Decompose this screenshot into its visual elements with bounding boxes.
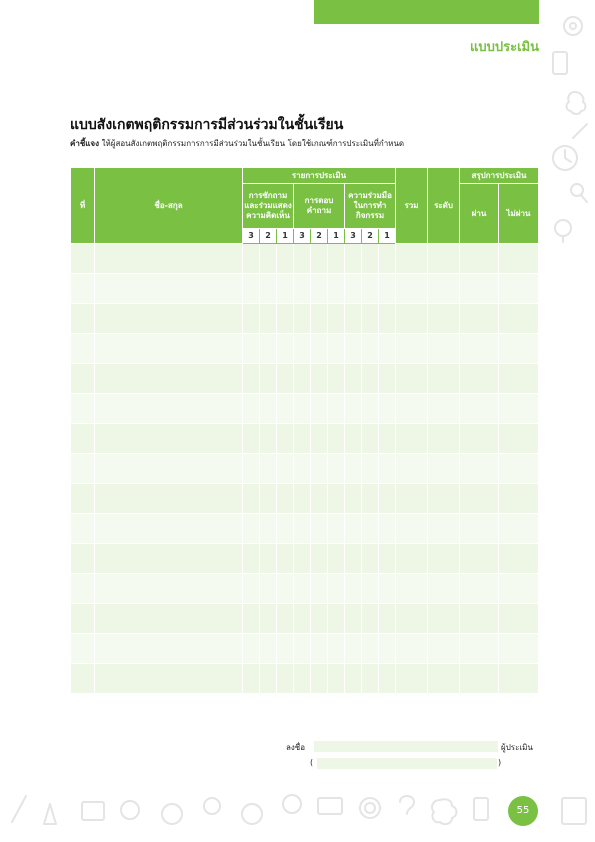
table-row	[71, 334, 539, 364]
table-cell[interactable]	[396, 664, 428, 694]
table-cell[interactable]	[294, 604, 311, 634]
table-cell[interactable]	[362, 544, 379, 574]
table-cell[interactable]	[277, 244, 294, 274]
table-cell[interactable]	[428, 274, 460, 304]
table-cell[interactable]	[499, 544, 539, 574]
table-cell[interactable]	[499, 574, 539, 604]
table-body	[71, 244, 539, 694]
table-cell[interactable]	[277, 424, 294, 454]
table-cell[interactable]	[243, 454, 260, 484]
table-cell[interactable]	[428, 364, 460, 394]
table-cell[interactable]	[95, 604, 243, 634]
table-cell[interactable]	[71, 454, 95, 484]
table-cell[interactable]	[362, 634, 379, 664]
table-cell[interactable]	[396, 484, 428, 514]
table-cell[interactable]	[277, 574, 294, 604]
target-icon	[360, 798, 380, 818]
table-cell[interactable]	[460, 574, 499, 604]
header-name: ชื่อ-สกุล	[95, 168, 243, 244]
table-cell[interactable]	[396, 514, 428, 544]
name-close-paren: )	[498, 758, 502, 767]
table-cell[interactable]	[362, 364, 379, 394]
table-cell[interactable]	[379, 484, 396, 514]
table-cell[interactable]	[277, 544, 294, 574]
table-cell[interactable]	[362, 454, 379, 484]
table-cell[interactable]	[428, 664, 460, 694]
header-summary-group: สรุปการประเมิน	[460, 168, 539, 184]
table-cell[interactable]	[379, 394, 396, 424]
pencil-icon	[12, 796, 26, 822]
table-cell[interactable]	[243, 514, 260, 544]
header-item-2: การตอบคำถาม	[294, 184, 345, 229]
table-cell[interactable]	[294, 334, 311, 364]
table-row	[71, 664, 539, 694]
table-cell[interactable]	[499, 634, 539, 664]
table-cell[interactable]	[362, 304, 379, 334]
book-icon	[562, 798, 586, 824]
table-cell[interactable]	[362, 664, 379, 694]
table-cell[interactable]	[311, 364, 328, 394]
table-cell[interactable]	[260, 664, 277, 694]
table-cell[interactable]	[294, 634, 311, 664]
table-cell[interactable]	[277, 514, 294, 544]
table-cell[interactable]	[460, 274, 499, 304]
rocket-icon	[44, 804, 56, 824]
table-cell[interactable]	[95, 484, 243, 514]
table-cell[interactable]	[95, 304, 243, 334]
table-cell[interactable]	[311, 604, 328, 634]
table-cell[interactable]	[379, 514, 396, 544]
table-cell[interactable]	[328, 394, 345, 424]
table-cell[interactable]	[379, 364, 396, 394]
header-pass: ผ่าน	[460, 184, 499, 244]
table-cell[interactable]	[328, 274, 345, 304]
table-cell[interactable]	[71, 364, 95, 394]
table-cell[interactable]	[328, 484, 345, 514]
table-cell[interactable]	[396, 574, 428, 604]
table-cell[interactable]	[95, 244, 243, 274]
table-cell[interactable]	[277, 274, 294, 304]
table-cell[interactable]	[428, 574, 460, 604]
table-cell[interactable]	[345, 274, 362, 304]
table-cell[interactable]	[95, 454, 243, 484]
table-cell[interactable]	[328, 604, 345, 634]
table-cell[interactable]	[311, 664, 328, 694]
table-cell[interactable]	[345, 664, 362, 694]
table-cell[interactable]	[396, 424, 428, 454]
table-row	[71, 514, 539, 544]
phone-icon	[474, 798, 488, 820]
table-cell[interactable]	[362, 484, 379, 514]
table-cell[interactable]	[311, 274, 328, 304]
table-cell[interactable]	[311, 424, 328, 454]
table-cell[interactable]	[460, 604, 499, 634]
table-cell[interactable]	[260, 244, 277, 274]
table-cell[interactable]	[345, 394, 362, 424]
table-row	[71, 304, 539, 334]
header-level: ระดับ	[428, 168, 460, 244]
table-cell[interactable]	[499, 364, 539, 394]
table-row	[71, 274, 539, 304]
table-cell[interactable]	[260, 424, 277, 454]
table-cell[interactable]	[95, 334, 243, 364]
score-header-cell: 3	[294, 229, 311, 244]
watch-icon	[121, 801, 139, 819]
score-header-cell: 3	[345, 229, 362, 244]
table-cell[interactable]	[379, 334, 396, 364]
page-title: แบบสังเกตพฤติกรรมการมีส่วนร่วมในชั้นเรียน	[70, 117, 344, 133]
table-cell[interactable]	[260, 274, 277, 304]
table-cell[interactable]	[499, 274, 539, 304]
monitor-icon	[318, 798, 342, 814]
table-cell[interactable]	[294, 244, 311, 274]
header-item-3: ความร่วมมือในการทำกิจกรรม	[345, 184, 396, 229]
gear-icon	[564, 17, 582, 35]
signature-role: ผู้ประเมิน	[501, 743, 533, 752]
table-cell[interactable]	[328, 364, 345, 394]
instruction-text: ให้ผู้สอนสังเกตพฤติกรรมการการมีส่วนร่วมในชั้นเรียน โดยใช้เกณฑ์การประเมินที่กำหนด	[101, 139, 405, 148]
table-cell[interactable]	[396, 394, 428, 424]
table-cell[interactable]	[311, 634, 328, 664]
table-cell[interactable]	[294, 364, 311, 394]
score-header-cell: 1	[277, 229, 294, 244]
table-cell[interactable]	[311, 244, 328, 274]
table-cell[interactable]	[428, 244, 460, 274]
bulb-icon	[204, 798, 220, 814]
name-open-paren: (	[310, 758, 314, 767]
table-cell[interactable]	[311, 514, 328, 544]
table-cell[interactable]	[379, 244, 396, 274]
table-cell[interactable]	[379, 574, 396, 604]
table-cell[interactable]	[460, 394, 499, 424]
table-cell[interactable]	[345, 604, 362, 634]
table-cell[interactable]	[428, 544, 460, 574]
score-header-cell: 2	[362, 229, 379, 244]
table-cell[interactable]	[71, 664, 95, 694]
table-cell[interactable]	[379, 664, 396, 694]
table-cell[interactable]	[379, 304, 396, 334]
table-cell[interactable]	[345, 244, 362, 274]
table-cell[interactable]	[379, 544, 396, 574]
table-cell[interactable]	[243, 364, 260, 394]
table-cell[interactable]	[71, 394, 95, 424]
table-cell[interactable]	[95, 634, 243, 664]
table-cell[interactable]	[460, 244, 499, 274]
table-cell[interactable]	[396, 244, 428, 274]
table-cell[interactable]	[499, 424, 539, 454]
table-cell[interactable]	[243, 604, 260, 634]
table-cell[interactable]	[294, 664, 311, 694]
table-cell[interactable]	[379, 274, 396, 304]
table-cell[interactable]	[294, 544, 311, 574]
brain-icon	[432, 799, 457, 824]
table-cell[interactable]	[328, 244, 345, 274]
table-cell[interactable]	[294, 454, 311, 484]
table-cell[interactable]	[71, 244, 95, 274]
header-fail: ไม่ผ่าน	[499, 184, 539, 244]
table-cell[interactable]	[328, 514, 345, 544]
table-cell[interactable]	[243, 304, 260, 334]
table-cell[interactable]	[277, 304, 294, 334]
table-cell[interactable]	[95, 664, 243, 694]
table-cell[interactable]	[95, 574, 243, 604]
table-cell[interactable]	[396, 454, 428, 484]
table-cell[interactable]	[294, 484, 311, 514]
table-cell[interactable]	[499, 394, 539, 424]
table-cell[interactable]	[95, 394, 243, 424]
table-cell[interactable]	[71, 424, 95, 454]
table-cell[interactable]	[362, 604, 379, 634]
table-cell[interactable]	[328, 664, 345, 694]
table-cell[interactable]	[277, 604, 294, 634]
table-row	[71, 544, 539, 574]
table-cell[interactable]	[345, 424, 362, 454]
table-cell[interactable]	[71, 514, 95, 544]
table-cell[interactable]	[260, 604, 277, 634]
table-cell[interactable]	[345, 574, 362, 604]
table-cell[interactable]	[260, 514, 277, 544]
header-item-1: การซักถามและร่วมแสดงความคิดเห็น	[243, 184, 294, 229]
score-header-cell: 1	[379, 229, 396, 244]
table-cell[interactable]	[243, 544, 260, 574]
table-cell[interactable]	[345, 334, 362, 364]
table-cell[interactable]	[243, 484, 260, 514]
table-cell[interactable]	[328, 304, 345, 334]
globe-icon	[242, 804, 262, 824]
table-cell[interactable]	[345, 364, 362, 394]
table-cell[interactable]	[499, 454, 539, 484]
table-cell[interactable]	[95, 544, 243, 574]
table-cell[interactable]	[428, 454, 460, 484]
table-cell[interactable]	[243, 424, 260, 454]
table-cell[interactable]	[260, 484, 277, 514]
table-cell[interactable]	[362, 274, 379, 304]
stopwatch-icon	[162, 804, 182, 824]
table-cell[interactable]	[499, 604, 539, 634]
table-cell[interactable]	[277, 484, 294, 514]
table-cell[interactable]	[362, 394, 379, 424]
table-cell[interactable]	[71, 274, 95, 304]
table-cell[interactable]	[243, 634, 260, 664]
table-cell[interactable]	[71, 634, 95, 664]
decorative-icons-bottom	[0, 782, 595, 842]
table-cell[interactable]	[260, 454, 277, 484]
table-cell[interactable]	[260, 634, 277, 664]
instruction-lead: คำชี้แจง	[70, 139, 100, 148]
table-row	[71, 394, 539, 424]
table-cell[interactable]	[311, 544, 328, 574]
table-cell[interactable]	[71, 544, 95, 574]
table-cell[interactable]	[362, 334, 379, 364]
table-cell[interactable]	[71, 604, 95, 634]
table-cell[interactable]	[460, 364, 499, 394]
table-row	[71, 604, 539, 634]
table-cell[interactable]	[311, 334, 328, 364]
table-cell[interactable]	[260, 334, 277, 364]
brain-icon	[567, 92, 586, 114]
phone-icon	[553, 52, 567, 74]
table-cell[interactable]	[95, 364, 243, 394]
table-cell[interactable]	[428, 484, 460, 514]
table-cell[interactable]	[311, 394, 328, 424]
table-row	[71, 364, 539, 394]
table-cell[interactable]	[379, 454, 396, 484]
header-items-group: รายการประเมิน	[243, 168, 396, 184]
table-cell[interactable]	[428, 334, 460, 364]
table-cell[interactable]	[311, 454, 328, 484]
table-cell[interactable]	[71, 484, 95, 514]
pill-icon	[283, 795, 301, 813]
header-no: ที่	[71, 168, 95, 244]
table-row	[71, 454, 539, 484]
table-cell[interactable]	[328, 454, 345, 484]
name-line	[317, 758, 497, 769]
signature-label: ลงชื่อ	[286, 743, 306, 752]
table-cell[interactable]	[277, 334, 294, 364]
table-cell[interactable]	[243, 274, 260, 304]
table-cell[interactable]	[95, 274, 243, 304]
table-cell[interactable]	[277, 364, 294, 394]
table-cell[interactable]	[428, 634, 460, 664]
table-cell[interactable]	[396, 604, 428, 634]
table-cell[interactable]	[362, 514, 379, 544]
table-cell[interactable]	[95, 514, 243, 544]
table-cell[interactable]	[243, 574, 260, 604]
table-cell[interactable]	[277, 454, 294, 484]
table-cell[interactable]	[294, 274, 311, 304]
table-cell[interactable]	[71, 334, 95, 364]
table-cell[interactable]	[396, 274, 428, 304]
table-cell[interactable]	[428, 424, 460, 454]
table-cell[interactable]	[379, 604, 396, 634]
frame-icon	[82, 802, 104, 820]
score-header-cell: 3	[243, 229, 260, 244]
table-cell[interactable]	[260, 394, 277, 424]
table-cell[interactable]	[499, 244, 539, 274]
table-cell[interactable]	[277, 664, 294, 694]
table-cell[interactable]	[362, 244, 379, 274]
table-cell[interactable]	[71, 574, 95, 604]
table-row	[71, 634, 539, 664]
table-cell[interactable]	[460, 454, 499, 484]
score-header-cell: 2	[260, 229, 277, 244]
table-cell[interactable]	[277, 634, 294, 664]
table-cell[interactable]	[379, 634, 396, 664]
table-cell[interactable]	[428, 514, 460, 544]
table-cell[interactable]	[243, 244, 260, 274]
table-cell[interactable]	[499, 304, 539, 334]
table-cell[interactable]	[328, 634, 345, 664]
table-cell[interactable]	[396, 634, 428, 664]
header-accent-bar	[314, 0, 539, 24]
table-cell[interactable]	[345, 634, 362, 664]
table-cell[interactable]	[428, 394, 460, 424]
table-cell[interactable]	[396, 364, 428, 394]
table-cell[interactable]	[499, 664, 539, 694]
table-cell[interactable]	[499, 484, 539, 514]
table-cell[interactable]	[428, 604, 460, 634]
table-cell[interactable]	[71, 304, 95, 334]
table-cell[interactable]	[499, 334, 539, 364]
score-header-cell: 2	[311, 229, 328, 244]
table-cell[interactable]	[460, 544, 499, 574]
pencil-icon	[573, 124, 587, 138]
table-cell[interactable]	[396, 334, 428, 364]
table-cell[interactable]	[328, 424, 345, 454]
table-cell[interactable]	[95, 424, 243, 454]
table-cell[interactable]	[396, 304, 428, 334]
page-number: 55	[508, 796, 538, 826]
score-header-cell: 1	[328, 229, 345, 244]
header-total: รวม	[396, 168, 428, 244]
signature-line	[314, 741, 498, 752]
table-cell[interactable]	[460, 424, 499, 454]
table-cell[interactable]	[328, 334, 345, 364]
table-cell[interactable]	[260, 364, 277, 394]
table-cell[interactable]	[243, 664, 260, 694]
table-cell[interactable]	[294, 394, 311, 424]
table-cell[interactable]	[260, 574, 277, 604]
table-cell[interactable]	[294, 424, 311, 454]
table-cell[interactable]	[460, 634, 499, 664]
table-cell[interactable]	[328, 574, 345, 604]
table-cell[interactable]	[311, 484, 328, 514]
table-cell[interactable]	[345, 484, 362, 514]
table-cell[interactable]	[311, 574, 328, 604]
table-row	[71, 574, 539, 604]
section-label: แบบประเมิน	[470, 40, 539, 55]
table-cell[interactable]	[362, 424, 379, 454]
table-row	[71, 484, 539, 514]
table-cell[interactable]	[460, 484, 499, 514]
table-cell[interactable]	[260, 544, 277, 574]
table-cell[interactable]	[243, 334, 260, 364]
decorative-icons-right	[535, 0, 595, 260]
table-cell[interactable]	[311, 304, 328, 334]
table-cell[interactable]	[428, 304, 460, 334]
table-cell[interactable]	[499, 514, 539, 544]
table-cell[interactable]	[243, 394, 260, 424]
table-cell[interactable]	[277, 394, 294, 424]
table-cell[interactable]	[260, 304, 277, 334]
table-cell[interactable]	[294, 514, 311, 544]
table-cell[interactable]	[379, 424, 396, 454]
question-icon	[400, 796, 414, 814]
table-cell[interactable]	[396, 544, 428, 574]
table-cell[interactable]	[460, 514, 499, 544]
table-cell[interactable]	[345, 454, 362, 484]
table-row	[71, 244, 539, 274]
table-cell[interactable]	[328, 544, 345, 574]
table-cell[interactable]	[460, 304, 499, 334]
table-row	[71, 424, 539, 454]
table-cell[interactable]	[460, 664, 499, 694]
table-cell[interactable]	[345, 514, 362, 544]
table-cell[interactable]	[345, 304, 362, 334]
instruction	[70, 137, 404, 150]
assessment-table	[70, 167, 539, 694]
table-cell[interactable]	[345, 544, 362, 574]
table-cell[interactable]	[294, 304, 311, 334]
bulb-icon	[555, 220, 571, 236]
table-cell[interactable]	[362, 574, 379, 604]
table-cell[interactable]	[294, 574, 311, 604]
table-cell[interactable]	[460, 334, 499, 364]
